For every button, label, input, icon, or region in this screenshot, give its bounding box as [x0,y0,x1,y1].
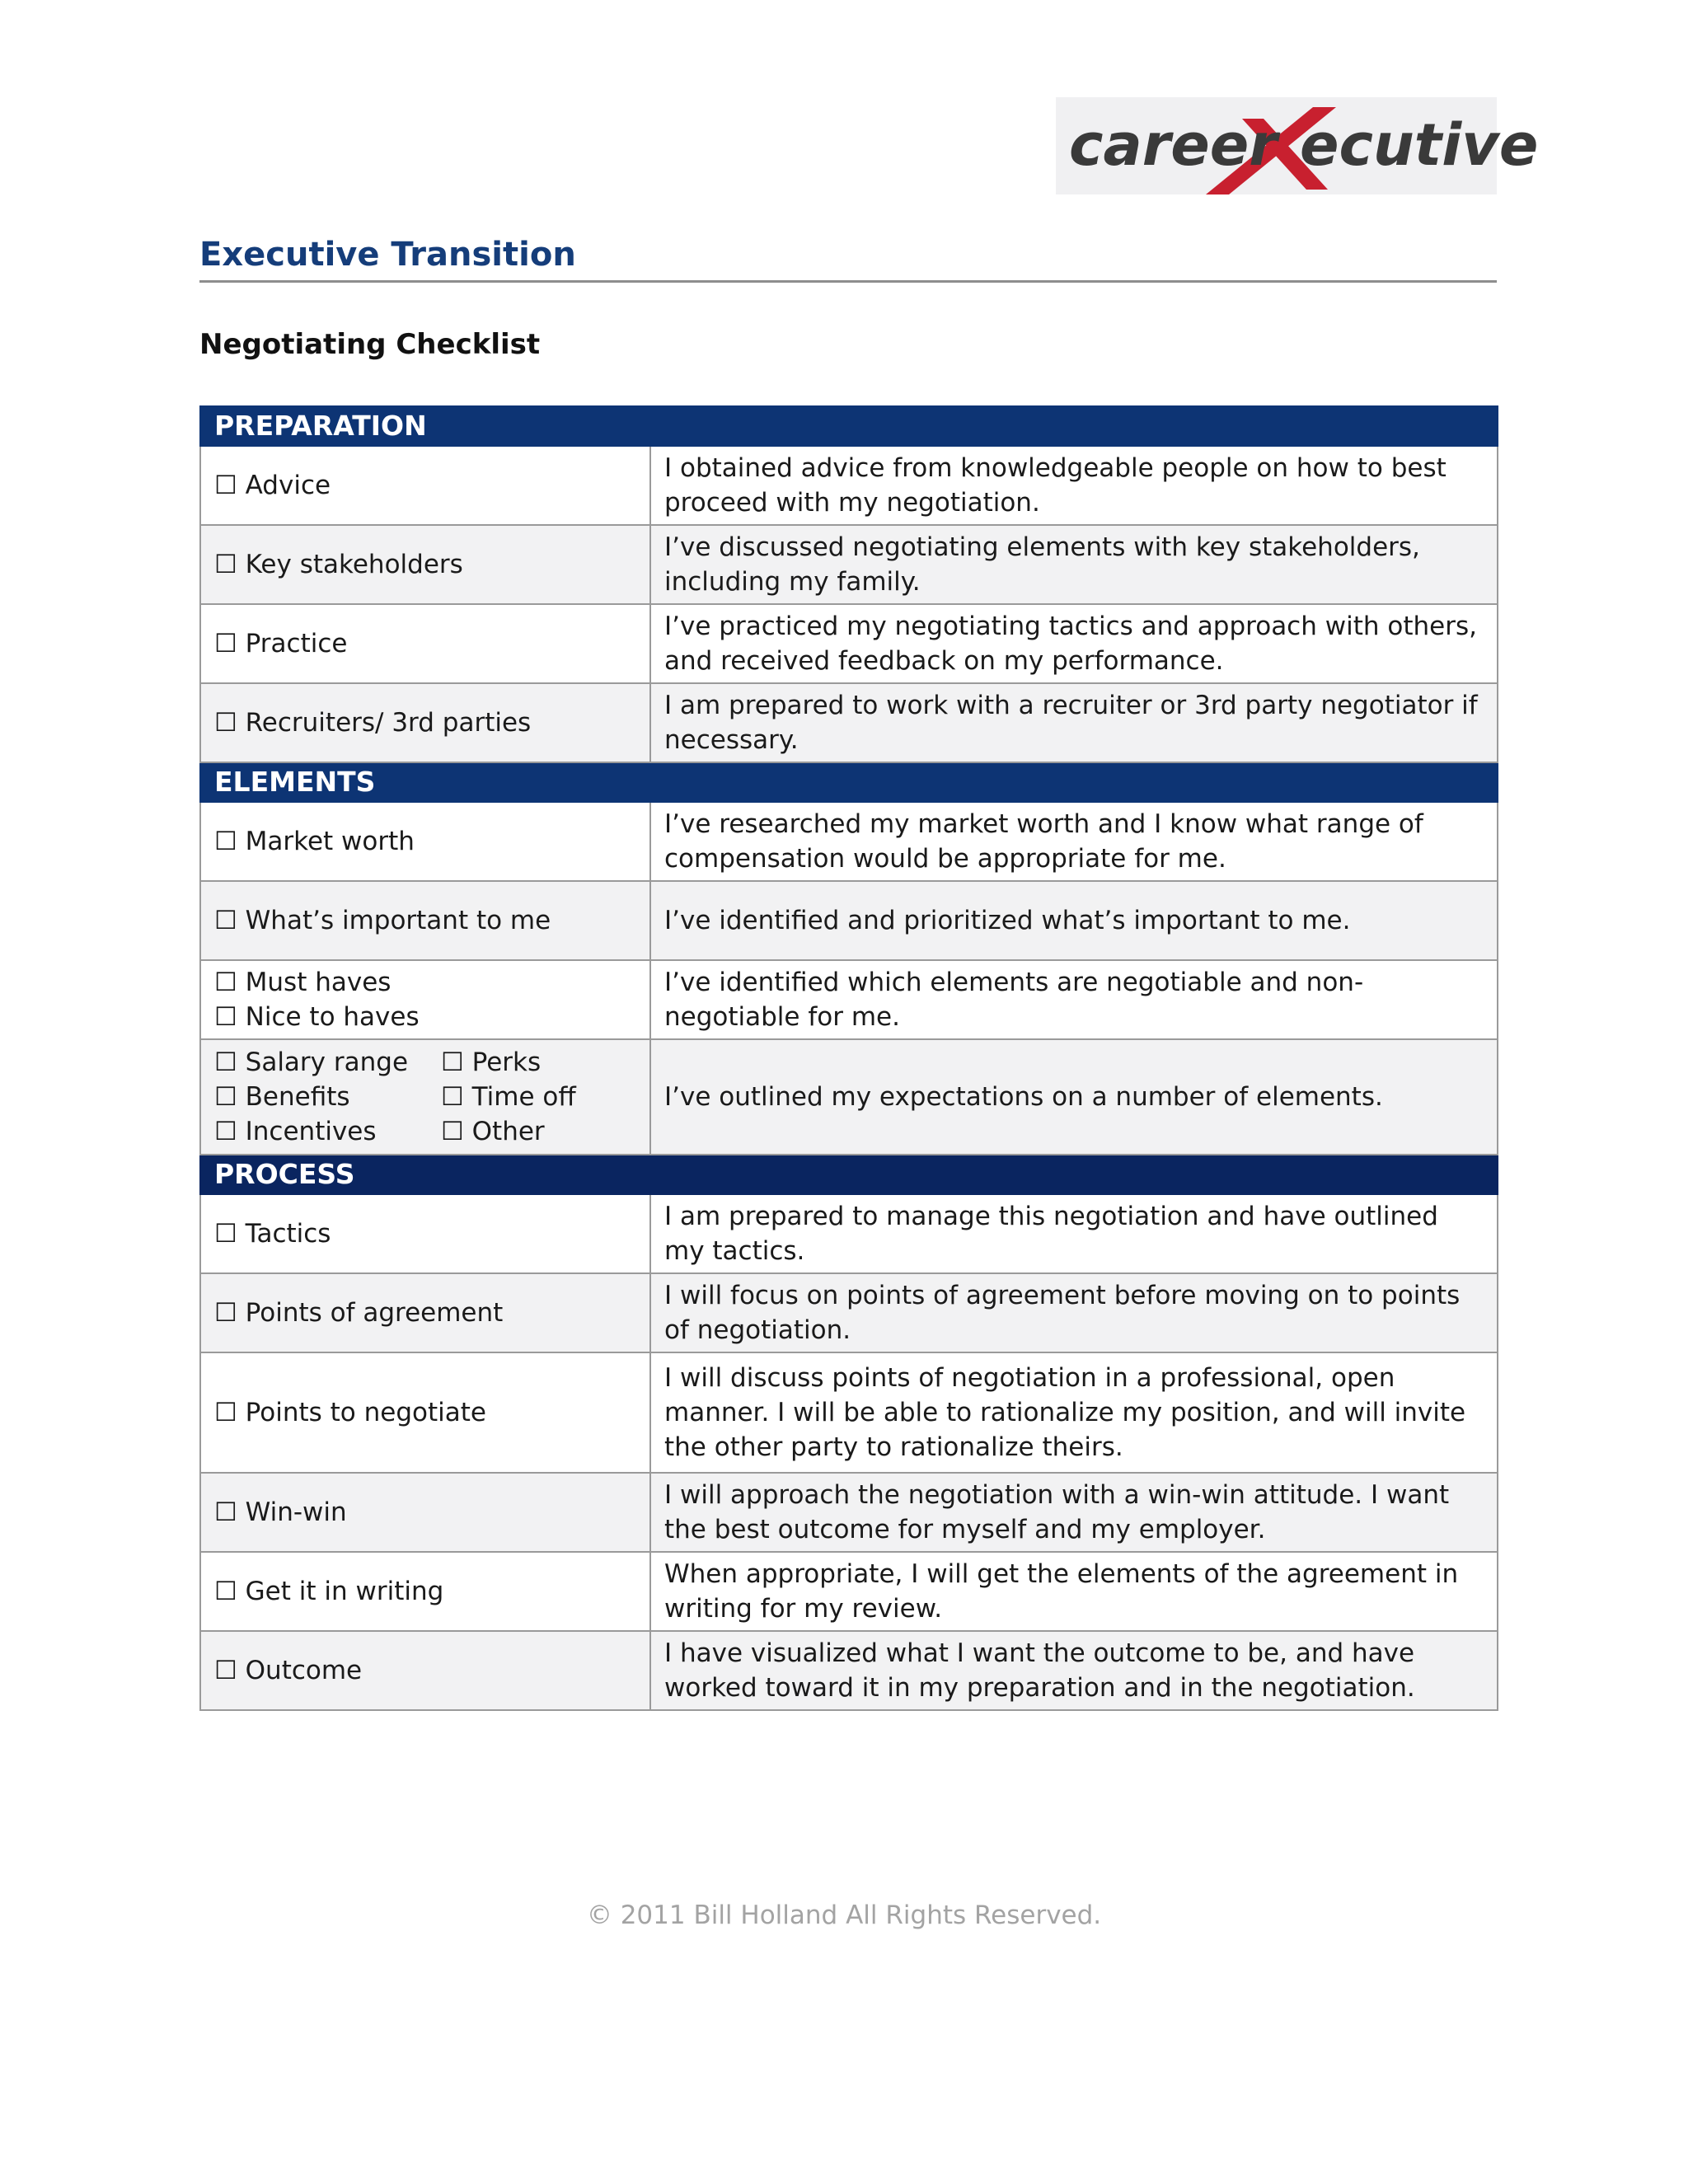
checkbox-option[interactable]: ☐ Must haves [214,968,392,997]
checklist-description: I will focus on points of agreement before moving on to points of negotiation. [650,1273,1498,1352]
logo-graphic [1056,97,1539,194]
checklist-row [200,1273,1498,1352]
section-header-preparation [200,406,1498,446]
checklist-description: I obtained advice from knowledgeable people on how to best proceed with my negotiation. [650,446,1498,525]
document-title: Executive Transition [199,236,576,274]
checklist-row [200,446,1498,525]
checklist-row [200,1194,1498,1273]
checkbox-option[interactable]: ☐ Win-win [214,1497,347,1527]
checkbox-option[interactable]: ☐ Key stakeholders [214,550,463,579]
checklist-row [200,604,1498,683]
careerxecutive-logo [1056,97,1539,194]
copyright-footer: © 2011 Bill Holland All Rights Reserved. [586,1900,1102,1930]
checklist-row [200,1352,1498,1473]
checkbox-grid [214,1045,636,1149]
checklist-option-cell [200,1273,650,1352]
checklist-option-cell [200,881,650,960]
logo-text-left: career [1069,111,1278,179]
section-header-elements [200,762,1498,802]
checklist-row [200,1552,1498,1631]
checklist-option-cell [200,604,650,683]
checklist-description: I’ve researched my market worth and I know what range of compensation would be appropriate for me. [650,802,1498,881]
checklist-option-cell [200,1039,650,1155]
checkbox-option[interactable]: ☐ Get it in writing [214,1577,444,1606]
checkbox-option[interactable]: ☐ Salary range [214,1047,409,1077]
checkbox-option[interactable]: ☐ Outcome [214,1656,363,1685]
checklist-description: I’ve discussed negotiating elements with key stakeholders, including my family. [650,525,1498,604]
checklist-row [200,881,1498,960]
checkbox-option[interactable]: ☐ Incentives [214,1117,377,1146]
document-subtitle: Negotiating Checklist [199,328,541,361]
checklist-option-cell [200,525,650,604]
checklist-option-cell [200,1473,650,1552]
checklist-description: I am prepared to manage this negotiation and have outlined my tactics. [650,1194,1498,1273]
checkbox-option[interactable]: ☐ Other [441,1117,545,1146]
checklist-description: I’ve practiced my negotiating tactics and approach with others, and received feedback on my performance. [650,604,1498,683]
checklist-row [200,1039,1498,1155]
checkbox-column-right [441,1045,576,1149]
checklist-description: I’ve identified which elements are negotiable and non-negotiable for me. [650,960,1498,1039]
checklist-description: I am prepared to work with a recruiter or 3rd party negotiator if necessary. [650,683,1498,762]
checklist-description: When appropriate, I will get the elements of the agreement in writing for my review. [650,1552,1498,1631]
checkbox-option[interactable]: ☐ What’s important to me [214,906,551,935]
checklist-option-cell [200,1194,650,1273]
checklist-row [200,960,1498,1039]
checklist-description: I’ve identified and prioritized what’s important to me. [650,881,1498,960]
checkbox-option[interactable]: ☐ Points of agreement [214,1298,504,1328]
checklist-row [200,802,1498,881]
checkbox-option[interactable]: ☐ Tactics [214,1219,331,1249]
section-title: ELEMENTS [200,762,1498,802]
checkbox-option[interactable]: ☐ Market worth [214,827,415,856]
checkbox-column-left [214,1045,441,1149]
checkbox-option[interactable]: ☐ Practice [214,629,348,658]
checklist-option-cell [200,1552,650,1631]
checkbox-option[interactable]: ☐ Nice to haves [214,1002,420,1032]
checklist-option-cell [200,446,650,525]
section-title: PROCESS [200,1155,1498,1194]
checklist-option-cell [200,960,650,1039]
checkbox-option[interactable]: ☐ Benefits [214,1082,350,1112]
checklist-row [200,525,1498,604]
checklist-row [200,1631,1498,1710]
checklist-description: I will discuss points of negotiation in a professional, open manner. I will be able to rationalize my position, and will invite the other party to rationalize theirs. [650,1352,1498,1473]
checklist-option-cell [200,1352,650,1473]
checklist-option-cell [200,683,650,762]
checklist-row [200,1473,1498,1552]
checkbox-option[interactable]: ☐ Time off [441,1082,576,1112]
checkbox-option[interactable]: ☐ Perks [441,1047,542,1077]
title-divider [199,280,1497,283]
checklist-description: I will approach the negotiation with a win-win attitude. I want the best outcome for myself and my employer. [650,1473,1498,1552]
logo-text-right: ecutive [1300,111,1539,179]
checklist-option-cell [200,802,650,881]
checklist-description: I’ve outlined my expectations on a number of elements. [650,1039,1498,1155]
checkbox-option[interactable]: ☐ Points to negotiate [214,1398,486,1427]
negotiating-checklist-table [199,405,1498,1711]
checklist-row [200,683,1498,762]
section-header-process [200,1155,1498,1194]
checklist-option-cell [200,1631,650,1710]
section-title: PREPARATION [200,406,1498,446]
checklist-description: I have visualized what I want the outcome to be, and have worked toward it in my preparation and in the negotiation. [650,1631,1498,1710]
checkbox-option[interactable]: ☐ Recruiters/ 3rd parties [214,708,532,738]
checkbox-option[interactable]: ☐ Advice [214,471,331,500]
